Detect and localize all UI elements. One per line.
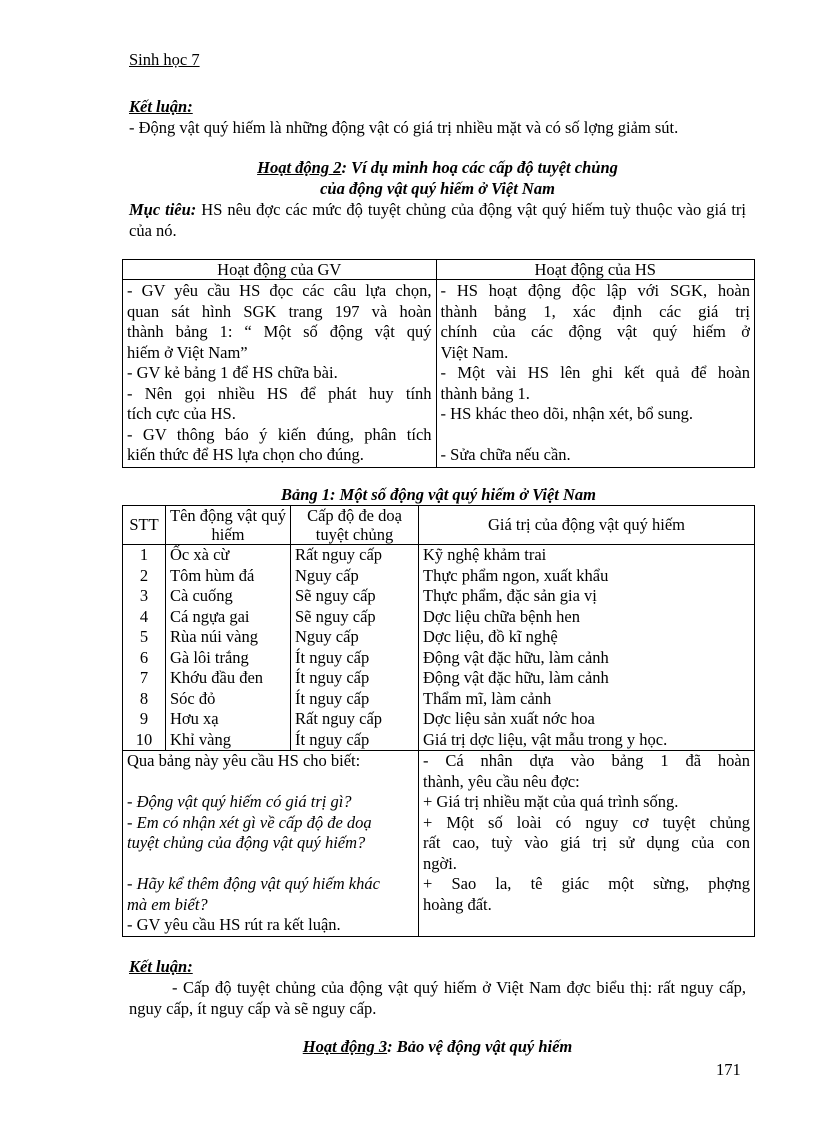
animal-value: Động vật đặc hữu, làm cảnh (423, 668, 609, 687)
activity-3-title (129, 1037, 746, 1057)
gv-line: - GV kẻ bảng 1 để HS chữa bài. (127, 363, 338, 382)
threat-level: Ít nguy cấp (295, 688, 370, 708)
hs-line: - Sửa chữa nếu cần. (440, 445, 571, 464)
activity-2-title-line1: : Ví dụ minh hoạ các cấp độ tuyệt chủng (341, 158, 618, 177)
blank-line (423, 915, 750, 936)
page-header: Sinh học 7 (129, 50, 200, 69)
gv-line: - Nên gọi nhiều HS để phát huy tính (127, 383, 432, 403)
hs-line: Việt Nam. (440, 342, 509, 362)
gv-line: hiếm ở Việt Nam” (127, 342, 248, 362)
final-request: - GV yêu cầu HS rút ra kết luận. (127, 915, 341, 934)
blank-line (127, 854, 414, 875)
hs-activities-cell (436, 280, 754, 468)
animal-name: Sóc đỏ (170, 688, 216, 708)
gv-line: kiến thức để HS lựa chọn cho đúng. (127, 445, 364, 464)
gv-line: - GV thông báo ý kiến đúng, phân tích (127, 424, 432, 444)
hs-line: thành bảng 1. (440, 383, 530, 403)
threat-level-cell (291, 545, 419, 751)
answer-3: hoàng đất. (423, 894, 492, 914)
threat-level: Nguy cấp (295, 565, 359, 585)
stt-cell (123, 545, 166, 751)
animal-value: Kỹ nghệ khảm trai (423, 545, 547, 564)
animal-value: Dợc liệu sản xuất nớc hoa (423, 709, 595, 728)
stt-value: 6 (139, 647, 149, 667)
hs-line: - HS hoạt động độc lập với SGK, hoàn (440, 281, 750, 300)
answer-intro: - Cá nhân dựa vào bảng 1 đã hoàn (423, 751, 750, 770)
threat-level: Ít nguy cấp (295, 729, 370, 749)
threat-level: Sẽ nguy cấp (295, 606, 376, 626)
threat-level: Rất nguy cấp (295, 709, 383, 728)
answer-intro: thành, yêu cầu nêu đợc: (423, 771, 580, 791)
threat-level: Sẽ nguy cấp (295, 586, 376, 605)
gv-activities-cell (123, 280, 437, 468)
animal-name: Cá ngựa gai (170, 606, 250, 626)
answer-2: rất cao, tuỳ vào giá trị sử dụng của con (423, 833, 750, 852)
animal-value-cell (419, 545, 755, 751)
page-number: 171 (716, 1060, 741, 1079)
answer-2: + Một số loài có nguy cơ tuyệt chủng (423, 812, 750, 832)
question-3: - Hãy kể thêm động vật quý hiếm khác (127, 874, 380, 893)
animal-name: Ốc xà cừ (170, 545, 230, 564)
animal-value: Thẩm mĩ, làm cảnh (423, 688, 552, 708)
hs-line: chính của các động vật quý hiếm ở (440, 322, 750, 341)
activity-2-title-line2: của động vật quý hiếm ở Việt Nam (320, 179, 555, 198)
animal-value: Động vật đặc hữu, làm cảnh (423, 647, 609, 667)
stt-value: 1 (139, 545, 149, 564)
animal-name: Cà cuống (170, 586, 233, 605)
answer-2: ngời. (423, 853, 457, 873)
questions-intro: Qua bảng này yêu cầu HS cho biết: (127, 751, 361, 770)
hs-line (441, 425, 750, 446)
activity-2-title (129, 158, 746, 178)
animal-value: Thực phẩm, đặc sản gia vị (423, 586, 597, 605)
hs-column-header: Hoạt động của HS (436, 260, 754, 280)
stt-value: 5 (139, 627, 149, 646)
animal-name-cell (166, 545, 291, 751)
animal-name: Hơu xạ (170, 709, 219, 728)
gv-line: thành bảng 1: “ Một số động vật quý (127, 322, 432, 341)
answers-cell (419, 751, 755, 937)
threat-level: Ít nguy cấp (295, 647, 370, 667)
gv-column-header: Hoạt động của GV (123, 260, 437, 280)
threat-level: Ít nguy cấp (295, 668, 370, 687)
hs-line: - Một vài HS lên ghi kết quả để hoàn (440, 363, 750, 382)
stt-value: 9 (139, 709, 149, 728)
animal-name: Khớu đầu đen (170, 668, 264, 687)
animal-value: Dợc liệu, đồ kĩ nghệ (423, 627, 558, 646)
animal-value: Giá trị dợc liệu, vật mẫu trong y học. (423, 729, 668, 749)
table-1 (122, 505, 755, 937)
animal-value: Dợc liệu chữa bệnh hen (423, 606, 580, 626)
stt-value: 7 (139, 668, 149, 687)
stt-value: 10 (135, 729, 153, 749)
threat-level: Nguy cấp (295, 627, 359, 646)
animal-name: Khỉ vàng (170, 729, 231, 749)
hs-line: - HS khác theo dõi, nhận xét, bổ sung. (440, 404, 694, 423)
answer-3: + Sao la, tê giác một sừng, phợng (423, 874, 750, 893)
stt-value: 8 (139, 688, 149, 708)
answer-1: + Giá trị nhiều mặt của quá trình sống. (423, 792, 679, 811)
objective-label: Mục tiêu: (129, 200, 197, 219)
animal-name: Tôm hùm đá (170, 565, 255, 585)
stt-header: STT (123, 506, 166, 545)
objective-text: HS nêu đợc các mức độ tuyệt chủng của động vật quý hiếm tuỳ thuộc vào giá trị của nó. (129, 200, 746, 240)
question-2: tuyệt chủng của động vật quý hiếm? (127, 833, 366, 852)
conclusion-1-text: - Động vật quý hiếm là những động vật có giá trị nhiều mặt và có số lợng giảm sút. (129, 118, 679, 137)
activity-2-label: Hoạt động 2 (257, 158, 342, 177)
question-1: - Động vật quý hiếm có giá trị gì? (127, 792, 352, 811)
conclusion-2-text: - Cấp độ tuyệt chủng của động vật quý hiếm ở Việt Nam đợc biểu thị: rất nguy cấp, nguy cấp, ít nguy cấp và sẽ nguy cấp. (129, 978, 746, 1018)
stt-value: 3 (139, 586, 149, 605)
conclusion-2-label: Kết luận: (129, 957, 193, 976)
activities-table (122, 259, 755, 468)
question-2: - Em có nhận xét gì về cấp độ đe doạ (127, 812, 372, 832)
name-header: Tên động vật quý hiếm (166, 506, 291, 545)
animal-value: Thực phẩm ngon, xuất khẩu (423, 565, 609, 585)
gv-line: quan sát hình SGK trang 197 và hoàn (127, 301, 432, 321)
gv-line: tích cực của HS. (127, 404, 236, 423)
conclusion-1-label: Kết luận: (129, 97, 193, 116)
activity-3-label: Hoạt động 3 (302, 1037, 388, 1056)
activity-3-title-text: : Bảo vệ động vật quý hiếm (387, 1037, 573, 1056)
threat-level: Rất nguy cấp (295, 545, 383, 564)
table-1-caption: Bảng 1: Một số động vật quý hiếm ở Việt Nam (280, 485, 597, 504)
blank-line (127, 772, 414, 793)
questions-cell (123, 751, 419, 937)
value-header: Giá trị của động vật quý hiếm (419, 506, 755, 545)
question-3: mà em biết? (127, 894, 208, 914)
gv-line: - GV yêu cầu HS đọc các câu lựa chọn, (127, 281, 432, 300)
stt-value: 2 (139, 565, 149, 585)
hs-line: thành bảng 1, xác định các giá trị (440, 301, 750, 321)
animal-name: Rùa núi vàng (170, 627, 258, 646)
animal-name: Gà lôi trắng (170, 647, 249, 667)
level-header: Cấp độ đe doạ tuyệt chủng (291, 506, 419, 545)
objective (129, 200, 746, 241)
stt-value: 4 (139, 606, 149, 626)
